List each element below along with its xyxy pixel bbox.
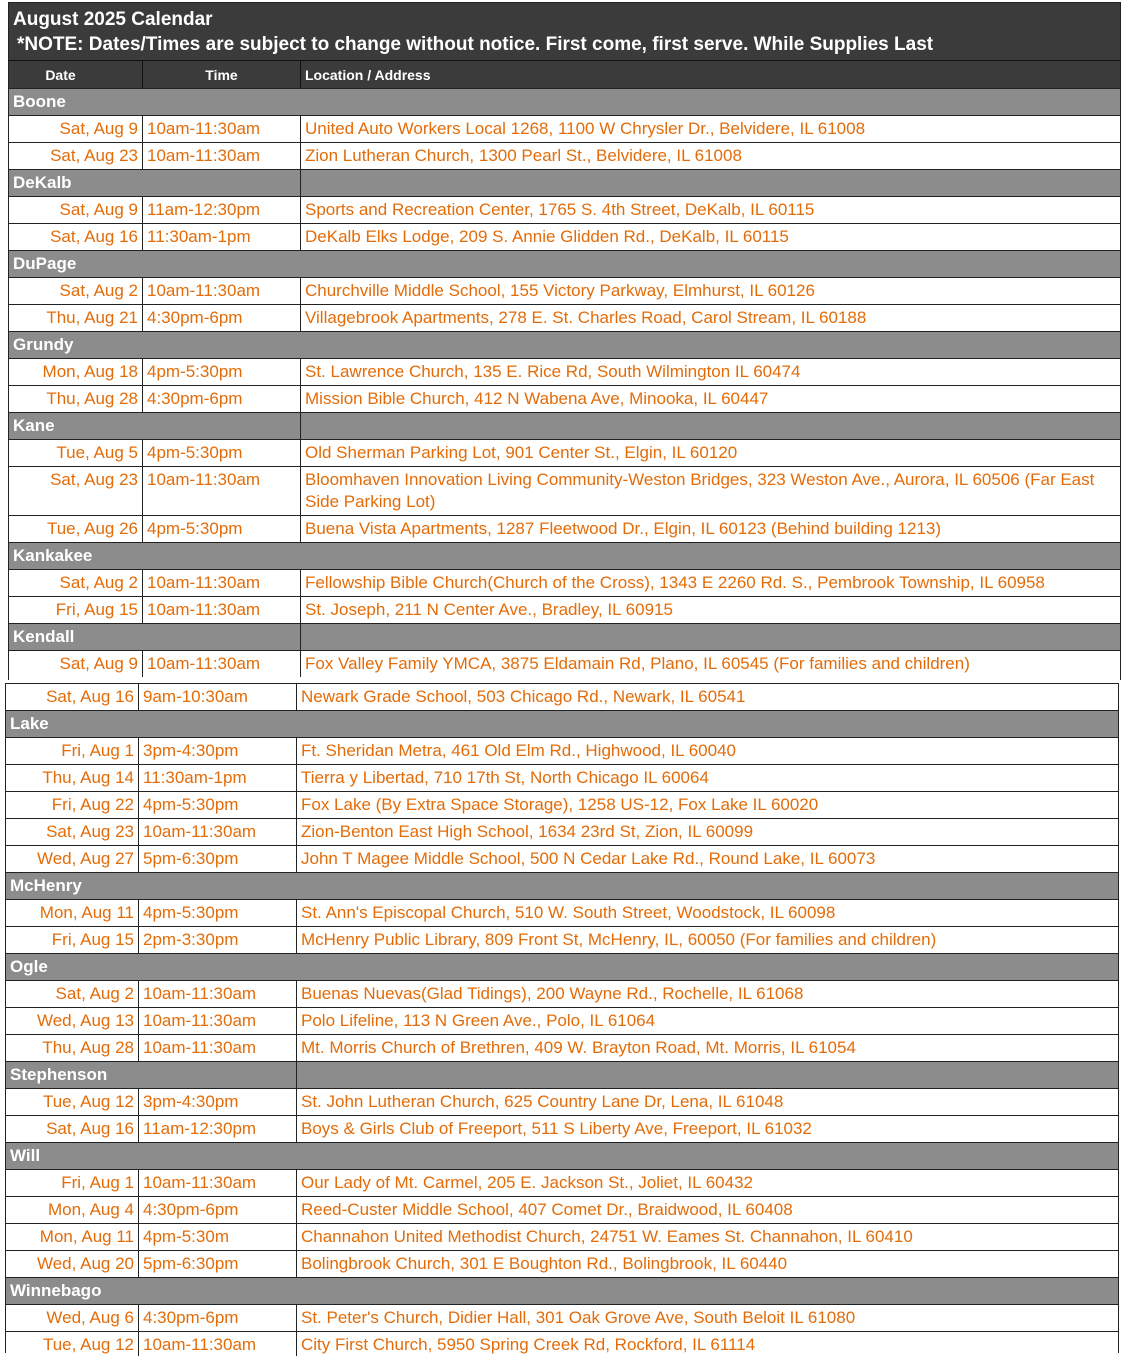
time-cell: 4pm-5:30m [139, 1224, 297, 1250]
time-cell: 10am-11:30am [139, 819, 297, 845]
table-row [9, 115, 1120, 142]
time-cell: 4pm-5:30pm [139, 900, 297, 926]
time-cell: 4:30pm-6pm [139, 1197, 297, 1223]
location-cell: Old Sherman Parking Lot, 901 Center St., Elgin, IL 60120 [305, 443, 738, 462]
table-row [9, 277, 1120, 304]
table-row [9, 515, 1120, 542]
date-cell: Fri, Aug 1 [6, 1170, 139, 1196]
table-row [6, 818, 1118, 845]
time-cell: 5pm-6:30pm [139, 1251, 297, 1277]
calendar-title: August 2025 Calendar [13, 9, 213, 30]
calendar-body-page-1 [9, 88, 1120, 677]
time-cell: 5pm-6:30pm [139, 846, 297, 872]
date-cell: Sat, Aug 2 [9, 570, 143, 596]
county-header: Kankakee [9, 542, 1120, 569]
table-row [9, 223, 1120, 250]
location-cell: St. John Lutheran Church, 625 Country Lane Dr, Lena, IL 61048 [301, 1092, 784, 1111]
calendar-header [9, 2, 1120, 60]
location-cell: St. Peter's Church, Didier Hall, 301 Oak Grove Ave, South Beloit IL 61080 [301, 1308, 856, 1327]
time-cell: 3pm-4:30pm [139, 738, 297, 764]
date-cell: Tue, Aug 12 [6, 1332, 139, 1356]
table-row [6, 1331, 1118, 1356]
county-header: Ogle [6, 953, 1118, 980]
table-row [6, 926, 1118, 953]
location-cell: St. Ann's Episcopal Church, 510 W. South Street, Woodstock, IL 60098 [301, 903, 836, 922]
county-name: Kendall [9, 624, 301, 650]
county-header: Grundy [9, 331, 1120, 358]
county-name: DeKalb [9, 170, 301, 196]
time-cell: 10am-11:30am [143, 570, 301, 596]
location-cell: Newark Grade School, 503 Chicago Rd., Newark, IL 60541 [301, 687, 746, 706]
date-cell: Mon, Aug 11 [6, 1224, 139, 1250]
table-row [6, 899, 1118, 926]
location-cell: United Auto Workers Local 1268, 1100 W Chrysler Dr., Belvidere, IL 61008 [305, 119, 866, 138]
calendar-page-1 [8, 2, 1121, 680]
calendar-page-2 [5, 683, 1119, 1353]
date-cell: Mon, Aug 11 [6, 900, 139, 926]
time-cell: 10am-11:30am [143, 116, 301, 142]
location-cell: Buena Vista Apartments, 1287 Fleetwood Dr., Elgin, IL 60123 (Behind building 1213) [305, 519, 942, 538]
location-cell: Churchville Middle School, 155 Victory Parkway, Elmhurst, IL 60126 [305, 281, 815, 300]
table-row [9, 196, 1120, 223]
location-cell: Zion-Benton East High School, 1634 23rd St, Zion, IL 60099 [301, 822, 754, 841]
time-cell: 10am-11:30am [143, 467, 301, 515]
county-header: Will [6, 1142, 1118, 1169]
county-header [9, 412, 1120, 439]
date-cell: Thu, Aug 21 [9, 305, 143, 331]
date-cell: Sat, Aug 23 [9, 467, 143, 515]
date-cell: Tue, Aug 26 [9, 516, 143, 542]
date-cell: Mon, Aug 18 [9, 359, 143, 385]
county-name: Kane [9, 413, 301, 439]
location-cell: Zion Lutheran Church, 1300 Pearl St., Belvidere, IL 61008 [305, 146, 742, 165]
date-cell: Sat, Aug 16 [9, 224, 143, 250]
table-row [6, 1250, 1118, 1277]
date-cell: Tue, Aug 5 [9, 440, 143, 466]
table-row [9, 650, 1120, 677]
date-cell: Tue, Aug 12 [6, 1089, 139, 1115]
time-cell: 10am-11:30am [143, 597, 301, 623]
location-cell: Buenas Nuevas(Glad Tidings), 200 Wayne Rd., Rochelle, IL 61068 [301, 984, 804, 1003]
county-header: Winnebago [6, 1277, 1118, 1304]
location-cell: Polo Lifeline, 113 N Green Ave., Polo, IL 61064 [301, 1011, 656, 1030]
table-row [6, 1223, 1118, 1250]
time-cell: 10am-11:30am [143, 651, 301, 677]
table-row [6, 683, 1118, 710]
county-header [6, 1061, 1118, 1088]
table-row [6, 980, 1118, 1007]
date-cell: Fri, Aug 22 [6, 792, 139, 818]
location-cell: Bolingbrook Church, 301 E Boughton Rd., Bolingbrook, IL 60440 [301, 1254, 788, 1273]
time-cell: 11:30am-1pm [143, 224, 301, 250]
time-cell: 10am-11:30am [139, 1008, 297, 1034]
date-cell: Wed, Aug 27 [6, 846, 139, 872]
date-cell: Thu, Aug 14 [6, 765, 139, 791]
location-cell: Sports and Recreation Center, 1765 S. 4th Street, DeKalb, IL 60115 [305, 200, 815, 219]
location-cell: Boys & Girls Club of Freeport, 511 S Liberty Ave, Freeport, IL 61032 [301, 1119, 812, 1138]
location-cell: Reed-Custer Middle School, 407 Comet Dr., Braidwood, IL 60408 [301, 1200, 793, 1219]
time-cell: 11:30am-1pm [139, 765, 297, 791]
table-row [9, 439, 1120, 466]
date-cell: Sat, Aug 23 [9, 143, 143, 169]
table-row [6, 1115, 1118, 1142]
table-row [6, 1088, 1118, 1115]
date-cell: Sat, Aug 9 [9, 197, 143, 223]
location-cell: Fox Valley Family YMCA, 3875 Eldamain Rd, Plano, IL 60545 (For families and children) [305, 654, 970, 673]
table-row [9, 385, 1120, 412]
table-row [6, 737, 1118, 764]
location-cell: Mission Bible Church, 412 N Wabena Ave, Minooka, IL 60447 [305, 389, 769, 408]
date-cell: Thu, Aug 28 [6, 1035, 139, 1061]
time-cell: 4:30pm-6pm [143, 386, 301, 412]
location-cell: Ft. Sheridan Metra, 461 Old Elm Rd., Highwood, IL 60040 [301, 741, 736, 760]
location-cell: McHenry Public Library, 809 Front St, McHenry, IL, 60050 (For families and children) [301, 930, 937, 949]
table-row [9, 304, 1120, 331]
time-cell: 4:30pm-6pm [139, 1305, 297, 1331]
date-cell: Wed, Aug 6 [6, 1305, 139, 1331]
time-cell: 2pm-3:30pm [139, 927, 297, 953]
location-cell: Our Lady of Mt. Carmel, 205 E. Jackson St., Joliet, IL 60432 [301, 1173, 753, 1192]
table-row [9, 569, 1120, 596]
county-header [9, 169, 1120, 196]
location-cell: Fellowship Bible Church(Church of the Cross), 1343 E 2260 Rd. S., Pembrook Township, IL 60958 [305, 573, 1045, 592]
table-row [6, 764, 1118, 791]
date-cell: Sat, Aug 2 [9, 278, 143, 304]
column-headers [9, 60, 1120, 88]
calendar-note: *NOTE: Dates/Times are subject to change without notice. First come, first serve. While Supplies Last [17, 34, 934, 55]
location-cell: Mt. Morris Church of Brethren, 409 W. Brayton Road, Mt. Morris, IL 61054 [301, 1038, 856, 1057]
county-header: Lake [6, 710, 1118, 737]
county-name: Stephenson [6, 1062, 297, 1088]
date-cell: Sat, Aug 16 [6, 684, 139, 710]
table-row [6, 1169, 1118, 1196]
location-cell: John T Magee Middle School, 500 N Cedar Lake Rd., Round Lake, IL 60073 [301, 849, 876, 868]
county-header: Boone [9, 88, 1120, 115]
time-cell: 3pm-4:30pm [139, 1089, 297, 1115]
location-column-header: Location / Address [305, 66, 431, 83]
date-cell: Sat, Aug 16 [6, 1116, 139, 1142]
time-cell: 11am-12:30pm [143, 197, 301, 223]
time-cell: 10am-11:30am [143, 143, 301, 169]
table-row [6, 791, 1118, 818]
time-cell: 4pm-5:30pm [143, 359, 301, 385]
location-cell: City First Church, 5950 Spring Creek Rd, Rockford, IL 61114 [301, 1335, 756, 1354]
date-cell: Sat, Aug 9 [9, 651, 143, 677]
table-row [6, 845, 1118, 872]
table-row [9, 358, 1120, 385]
date-cell: Wed, Aug 20 [6, 1251, 139, 1277]
table-row [9, 142, 1120, 169]
location-cell: St. Joseph, 211 N Center Ave., Bradley, IL 60915 [305, 600, 673, 619]
date-cell: Sat, Aug 2 [6, 981, 139, 1007]
location-cell: Channahon United Methodist Church, 24751 W. Eames St. Channahon, IL 60410 [301, 1227, 913, 1246]
county-header: DuPage [9, 250, 1120, 277]
location-cell: Villagebrook Apartments, 278 E. St. Charles Road, Carol Stream, IL 60188 [305, 308, 867, 327]
date-cell: Wed, Aug 13 [6, 1008, 139, 1034]
time-cell: 4pm-5:30pm [143, 440, 301, 466]
location-cell: DeKalb Elks Lodge, 209 S. Annie Glidden Rd., DeKalb, IL 60115 [305, 227, 789, 246]
time-cell: 11am-12:30pm [139, 1116, 297, 1142]
date-cell: Fri, Aug 15 [6, 927, 139, 953]
time-cell: 4pm-5:30pm [143, 516, 301, 542]
location-cell: Tierra y Libertad, 710 17th St, North Chicago IL 60064 [301, 768, 709, 787]
time-column-header: Time [143, 61, 301, 88]
calendar-body-page-2 [6, 683, 1118, 1356]
time-cell: 10am-11:30am [139, 1170, 297, 1196]
table-row [6, 1034, 1118, 1061]
table-row [9, 596, 1120, 623]
location-cell: Fox Lake (By Extra Space Storage), 1258 US-12, Fox Lake IL 60020 [301, 795, 819, 814]
time-cell: 10am-11:30am [139, 981, 297, 1007]
county-header [9, 623, 1120, 650]
time-cell: 4pm-5:30pm [139, 792, 297, 818]
date-cell: Fri, Aug 15 [9, 597, 143, 623]
table-row [6, 1196, 1118, 1223]
date-cell: Sat, Aug 9 [9, 116, 143, 142]
date-cell: Mon, Aug 4 [6, 1197, 139, 1223]
location-cell: Bloomhaven Innovation Living Community-Weston Bridges, 323 Weston Ave., Aurora, IL 60506 (Far East Side Parking Lot) [305, 470, 1095, 511]
time-cell: 10am-11:30am [139, 1035, 297, 1061]
date-column-header: Date [9, 61, 143, 88]
county-header: McHenry [6, 872, 1118, 899]
time-cell: 10am-11:30am [139, 1332, 297, 1356]
time-cell: 4:30pm-6pm [143, 305, 301, 331]
location-cell: St. Lawrence Church, 135 E. Rice Rd, South Wilmington IL 60474 [305, 362, 801, 381]
table-row [6, 1304, 1118, 1331]
table-row [6, 1007, 1118, 1034]
time-cell: 10am-11:30am [143, 278, 301, 304]
date-cell: Sat, Aug 23 [6, 819, 139, 845]
time-cell: 9am-10:30am [139, 684, 297, 710]
table-row [9, 466, 1120, 515]
date-cell: Fri, Aug 1 [6, 738, 139, 764]
date-cell: Thu, Aug 28 [9, 386, 143, 412]
